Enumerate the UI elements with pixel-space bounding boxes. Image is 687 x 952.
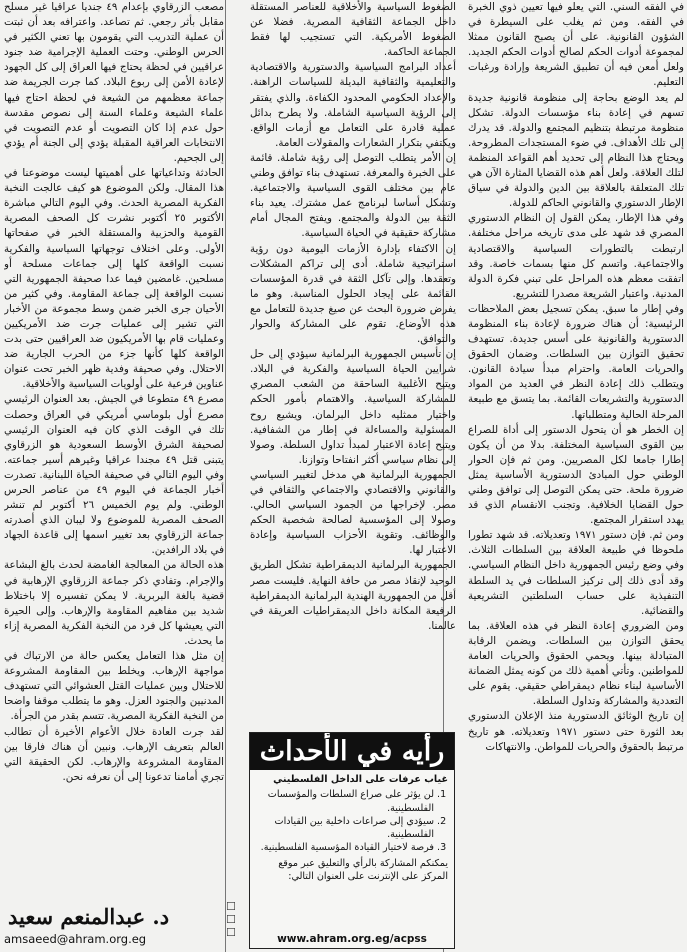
- paragraph: أعداد البرامج السياسية والدستورية والاقتصادية والتعليمية والثقافية البديلة للسياسات الراهنة. والإعداد الحكومي المحدود الكفاءة. والذي يفتقر إلى الرؤية السياسية الشاملة. ولا يطرح بدائل عملية قادرة على التعامل مع أزمات الواقع. ويكتفي بتكرار الشعارات والمقولات العامة.: [250, 61, 456, 149]
- paragraph: إن تاريخ الوثائق الدستورية منذ الإعلان الدستوري بعد الثورة حتى دستور ١٩٧١ وتعديلاته. هو تاريخ مرتبط بالحقوق والحريات للمواطن. والانتهاكات: [468, 710, 684, 753]
- paragraph: إن الاكتفاء بإدارة الأزمات اليومية دون رؤية استراتيجية شاملة. أدى إلى تراكم المشكلات وتعقدها. وإلى تآكل الثقة في قدرة المؤسسات القائمة على إيجاد الحلول المناسبة. وهو ما يفرض ضرورة البحث عن صيغ جديدة للتعامل مع هذه الأوضاع. تقوم على المشاركة والحوار والتوافق.: [250, 242, 456, 346]
- opinion-poll-box: [249, 732, 455, 949]
- opinion-poll-url[interactable]: www.ahram.org.eg/acpss: [277, 933, 427, 945]
- paragraph: إن الأمر يتطلب التوصل إلى رؤية شاملة. قائمة على الخبرة والمعرفة. تستهدف بناء توافق وطني عام بين مختلف القوى السياسية والاجتماعية. وتشكل أساسا لبرنامج عمل مشترك. يعيد بناء الثقة بين الدولة والمجتمع. ويفتح المجال أمام مشاركة حقيقية في الحياة السياسية.: [250, 151, 456, 240]
- column-rule: [225, 0, 226, 952]
- opinion-poll-note: يمكنكم المشاركة بالرأي والتعليق عبر موقع المركز على الإنترنت على العنوان التالي:: [278, 857, 448, 883]
- paragraph: ومن ثم. فإن دستور ١٩٧١ وتعديلاته. قد شهد تطورا ملحوظا في طبيعة العلاقة بين السلطات الثلاث. وفي وضع رئيس الجمهورية داخل النظام السياسي. وقد أدى ذلك إلى تركيز السلطات في يد السلطة التنفيذية على حساب السلطتين التشريعية والقضائية.: [468, 529, 684, 617]
- checkbox-icon[interactable]: ☐: [226, 926, 236, 939]
- author-signature: د. عبدالمنعم سعيد: [8, 904, 170, 929]
- poll-checkbox-column: [226, 900, 236, 939]
- opinion-poll-options: [256, 788, 448, 854]
- article-column-left: [4, 0, 224, 952]
- column-middle-body: [250, 0, 456, 725]
- poll-option[interactable]: 2. سيؤدي إلى صراعات داخلية بين القيادات الفلسطينية.: [256, 815, 434, 842]
- paragraph: ومن الضروري إعادة النظر في هذه العلاقة. بما يحقق التوازن بين السلطات. ويضمن الرقابة المتبادلة بينها. ويحمي الحقوق والحريات العامة للمواطنين. وتأتي أهمية ذلك من كونه يمثل الضمانة الأساسية لبناء نظام ديمقراطي حقيقي. يقوم على التعددية والمشاركة وتداول السلطة.: [468, 619, 684, 708]
- paragraph: وفي هذا الإطار. يمكن القول إن النظام الدستوري المصري قد شهد على مدى تاريخه مراحل مختلفة. ارتبطت بالتطورات السياسية والاقتصادية والاجتماعية. واتسم كل منها بسمات خاصة. وقد اتفقت معظم هذه المراحل على تبني فكرة الدولة المدنية. واعتبار الشريعة مصدرا للتشريع.: [468, 212, 684, 300]
- paragraph: إن تأسيس الجمهورية البرلمانية سيؤدي إلى حل شرايين الحياة السياسية والفكرية في البلاد. ويتيح الأغلبية الساحقة من الشعب المصري للمشاركة السياسية. والاهتمام بأمور الحكم واختيار ممثليه داخل البرلمان. ويشيع روح المسئولية والمساءلة في إطار من الشفافية. ويتيح إعادة الاعتبار لمبدأ تداول السلطة. وصولا إلى نظام سياسي أكثر انفتاحا وتوازنا.: [250, 348, 456, 466]
- checkbox-icon[interactable]: ☐: [226, 900, 236, 913]
- paragraph: هذه الحالة من المعالجة الغامضة لحدث بالغ البشاعة والإجرام. وتفادي ذكر جماعة الزرقاوي الإرهابية في قضية بالغة البربرية. لا يمكن تفسيره إلا باختلاط شديد بين مفاهيم المقاومة والإرهاب. وإلى الحيرة التي يعيشها كل فرد من النخبة الفكرية المصرية إزاء ما يحدث.: [4, 559, 224, 647]
- opinion-poll-body: [250, 770, 454, 886]
- article-column-right: [468, 0, 684, 952]
- poll-option[interactable]: 1. لن يؤثر على صراع السلطات والمؤسسات الفلسطينية.: [256, 788, 434, 815]
- paragraph: الجمهورية البرلمانية الديمقراطية تشكل الطريق الوحيد لإنقاذ مصر من حافة النهاية. فليست مصر أقل من الجمهورية الهندية البرلمانية الديمقراطية الرفيعة المكانة داخل الديمقراطيات العريقة في عالمنا.: [250, 559, 456, 632]
- opinion-poll-question: غياب عرفات على الداخل الفلسطيني: [273, 774, 448, 785]
- poll-option[interactable]: 3. فرصة لاختيار القيادة المؤسسية الفلسطينية.: [256, 841, 434, 854]
- column-right-body: [468, 0, 684, 755]
- paragraph: وفي إطار ما سبق. يمكن تسجيل بعض الملاحظات الرئيسية: أن هناك ضرورة لإعادة بناء المنظومة الدستورية والقانونية على أسس جديدة. تستهدف تحقيق التوازن بين السلطات. وضمان الحقوق والحريات العامة. واحترام مبدأ سيادة القانون. ويتطلب ذلك إعادة النظر في العديد من المواد الدستورية والتشريعات القائمة. بما يتسق مع طبيعة المرحلة الحالية ومتطلباتها.: [468, 302, 684, 421]
- paragraph: لم يعد الوضع بحاجة إلى منظومة قانونية جديدة تسهم في إعادة بناء مؤسسات الدولة. تشكل منظومة مرتبطة بتنظيم المجتمع والدولة. قد يدرك إلى تلك الأهداف. في ضوء المستجدات المطروحة. ويحتاج هذا النظام إلى تحديد أهم القواعد المنظمة لتلك العلاقة. ولعل أهم هذه القضايا المثارة الآن هي تلك المتعلقة بالعلاقة بين الدين والدولة في سياق الإطار الدستوري والقانوني الحاكم للدولة.: [468, 91, 684, 210]
- checkbox-icon[interactable]: ☐: [226, 913, 236, 926]
- paragraph: الحادثة وتداعياتها على أهميتها ليست موضوعنا في هذا المقال. ولكن الموضوع هو كيف عالجت النخبة الفكرية المصرية الحدث. وفي اليوم التالي مباشرة الأكتوبر ٢٥ أكتوبر نشرت كل الصحف المصرية القومية والحزبية والمستقلة الخبر في صفحاتها الأولى. وعلى اختلاف توجهاتها السياسية والفكرية نسبت الواقعة كلها إلى جماعات مسلحة أو مسلحين. غامضين فيما عدا صحيفة الجمهورية التي نسبت الواقعة إلى جماعة المقاومة. وفي كثير من الأحيان جرى الخبر ضمن وسط مجموعة من الأخبار التي تشير إلى عمليات جرت ضد الأمريكيين وعمليات قام بها الأمريكيون ضد العراقيين حتى بدت الواقعة كلها كأنها جزء من الحرب الجارية ضد الاحتلال. وفي صحيفة وفدية ظهر الخبر تحت عنوان عناوين فرعية على أولويات السياسية والأخلاقية.: [4, 167, 224, 391]
- opinion-poll-title: رأيه في الأحداث: [250, 733, 454, 770]
- paragraph: مصعب الزرقاوي بإعدام ٤٩ جنديا عراقيا غير مسلح مقابل بأثر رجعي. ثم تصاعد. واعترافه بعد أن ثبتت أن عملية التدريب التي يقومون بها تعني الكثير في الحرس الوطني. وحتت العملية الإجرامية ضد جنود عراقيين في لحظة يحتاج فيها العراق إلى كل الجهود لإعادة الأمن إلى ربوع البلاد. كما جرت الجريمة ضد جماعة معظمهم من الشيعة في لحظة احتاج فيها علماء الشيعة وعلماء السنة إلى نصوص مقدسة حول عدم إذا كان التصويت أو عدم التصويت في الانتخابات العراقية المقبلة يؤدي إلى الجنة أم يؤدي إلى الجحيم.: [4, 1, 224, 164]
- column-left-body: [4, 0, 224, 888]
- paragraph: إن مثل هذا التعامل يعكس حالة من الارتباك في مواجهة الإرهاب. ويخلط بين المقاومة المشروعة للاحتلال وبين عمليات القتل العشوائي التي تستهدف المدنيين والجنود العزل. وهو ما يتطلب موقفا واضحا من النخبة الفكرية المصرية. تتسم بقدر من الجرأة.: [4, 650, 224, 723]
- paragraph: إن الخطر هو أن يتحول الدستور إلى أداة للصراع بين القوى السياسية المختلفة. بدلا من أن يكون إطارا جامعا لكل المصريين. ومن ثم فإن الحوار الوطني حول المبادئ الدستورية الأساسية يمثل ضرورة ملحة. حتى يمكن التوصل إلى توافق وطني حول القضايا الخلافية. وتجنب الانقسام الذي قد يهدد استقرار المجتمع.: [468, 423, 684, 527]
- paragraph: الجمهورية البرلمانية هي مدخل لتغيير السياسي والقانوني والاقتصادي والاجتماعي والثقافي في مصر. لإخراجها من الجمود السياسي الحالي. وصولا إلى المؤسسية لصالحة شخصية الحكم والوظائف. وتقوية الأحزاب السياسية وإعادة الاعتبار لها.: [250, 468, 456, 557]
- author-email[interactable]: amsaeed@ahram.org.eg: [4, 932, 147, 946]
- paragraph: الضغوط السياسية والأخلاقية للعناصر المستقلة داخل الجماعة الثقافية المصرية. فضلا عن الضغوط الأمريكية. التي تستجيب لها فقط الجماعة الحاكمة.: [250, 1, 456, 59]
- paragraph: مصرع ٤٩ متطوعا في الجيش. بعد العنوان الرئيسي مصرع أول بلوماسي أمريكي في العراق وحصلت تلك في الوقت الذي كان فيه العنوان الرئيسي لصحيفة الشرق الأوسط السعودية هو الزرقاوي يتبنى قتل ٤٩ مجندا عراقيا وغيرهم أسير جماعته. وفي اليوم التالي في صحيفة الحياة اللبنانية. تصدرت أخبار الجماعة في اليوم ٤٩ من عناصر الحرس الوطني. ولم يوم الخميس ٢٦ أكتوبر لم تنشر الصحف المصرية للموضوع ولا ليبان الذي أصدرته جماعة الزرقاوي بعد تغيير اسمها إلى قاعدة الجهاد في بلاد الرافدين.: [4, 393, 224, 557]
- paragraph: لقد جرت العادة خلال الأعوام الأخيرة أن تطالب العالم بتعريف الإرهاب. ونبين أن هناك فارقا بين المقاومة المشروعة والإرهاب. لكن الحقيقة التي تجري أمامنا تدعونا إلى أن نعرفه نحن.: [4, 725, 224, 783]
- paragraph: في الفقه السني. التي يعلو فيها تعيين ذوي الخبرة في الفقه. ومن ثم يغلب على السيطرة في الشؤون القانونية. على أن يصبح القانون ممثلا لمجموعة أدوات الحكم لصالح أدوات الحكم الجديد. ولعل أمعن فيه أن تطبيق الشريعة وإرادة ورغبات التعليم.: [468, 1, 684, 89]
